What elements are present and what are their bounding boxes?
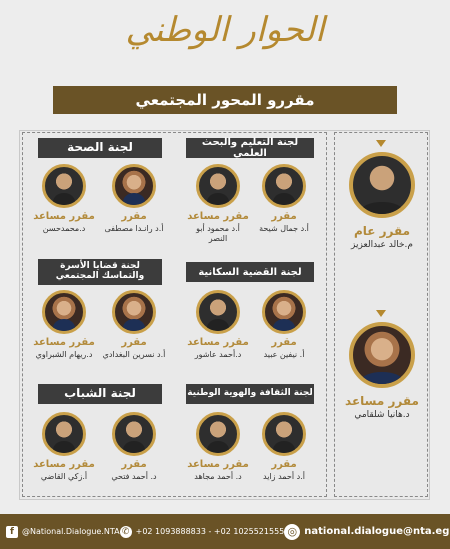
avatar — [262, 412, 306, 456]
member-name: د. أحمد فتحي — [111, 472, 157, 481]
member-card — [186, 164, 250, 243]
member-role: مقرر مساعد — [187, 459, 249, 470]
globe-icon: ◎ — [284, 524, 300, 540]
facebook-handle: @National.Dialogue.NTA — [22, 527, 120, 536]
whatsapp-icon: ✆ — [120, 526, 132, 538]
committee-title: لجنة الصحة — [38, 138, 162, 158]
member-role: مقرر — [121, 211, 147, 222]
member-card — [32, 290, 96, 360]
chief-card — [343, 322, 421, 421]
chief-name: م.خالد عبدالعزيز — [351, 240, 413, 250]
facebook-link[interactable] — [6, 526, 120, 538]
avatar — [42, 290, 86, 334]
member-name: أ.د جمال شيحة — [259, 224, 309, 233]
member-card — [186, 290, 250, 360]
committee-title: لجنة الثقافة والهوية الوطنية — [186, 384, 314, 404]
avatar — [349, 322, 415, 388]
member-role: مقرر مساعد — [187, 337, 249, 348]
member-card — [32, 412, 96, 482]
member-card — [32, 164, 96, 234]
page-title: مقررو المحور المجتمعي — [53, 86, 397, 114]
avatar — [262, 164, 306, 208]
member-card — [186, 412, 250, 482]
member-card — [102, 164, 166, 234]
committee-title: لجنة قضايا الأسرة والتماسك المجتمعي — [38, 259, 162, 285]
arrow-icon — [376, 140, 386, 147]
member-card — [102, 412, 166, 482]
footer-bar — [0, 514, 450, 549]
phone-numbers: +02 1093888833 - +02 1025521555 — [135, 527, 285, 536]
avatar — [349, 152, 415, 218]
chief-name: د.هانيا شلقامي — [354, 410, 410, 420]
avatar — [112, 412, 156, 456]
member-name: أ.د محمود أبو النصر — [196, 224, 240, 243]
email-link[interactable] — [284, 524, 449, 540]
facebook-icon: f — [6, 526, 18, 538]
member-name: أ.د أحمد زايد — [263, 472, 305, 481]
phone-link[interactable] — [120, 526, 285, 538]
avatar — [196, 290, 240, 334]
member-name: د.ريهام الشبراوي — [35, 350, 93, 359]
chief-card — [343, 152, 421, 251]
avatar — [112, 290, 156, 334]
avatar — [196, 164, 240, 208]
member-role: مقرر مساعد — [187, 211, 249, 222]
committee-title: لجنة القضية السكانية — [186, 262, 314, 282]
member-name: د.أحمد عاشور — [194, 350, 242, 359]
chief-role: مقرر مساعد — [345, 394, 419, 408]
member-role: مقرر — [271, 211, 297, 222]
committee-title: لجنة التعليم والبحث العلمي — [186, 138, 314, 158]
email-address: national.dialogue@nta.eg — [304, 526, 450, 537]
member-name: أ.زكي القاضي — [40, 472, 88, 481]
avatar — [112, 164, 156, 208]
avatar — [42, 164, 86, 208]
arrow-icon — [376, 310, 386, 317]
member-role: مقرر مساعد — [33, 459, 95, 470]
committee-title: لجنة الشباب — [38, 384, 162, 404]
avatar — [262, 290, 306, 334]
member-name: د.محمدحسن — [42, 224, 86, 233]
member-name: أ. نيفين عبيد — [263, 350, 305, 359]
member-card — [252, 412, 316, 482]
member-card — [102, 290, 166, 360]
member-name: د. أحمد مجاهد — [194, 472, 242, 481]
member-name: أ.د نسرين البغدادي — [102, 350, 166, 359]
member-role: مقرر — [121, 337, 147, 348]
member-role: مقرر مساعد — [33, 211, 95, 222]
avatar — [42, 412, 86, 456]
member-role: مقرر — [271, 459, 297, 470]
chief-role: مقرر عام — [353, 224, 411, 238]
member-role: مقرر مساعد — [33, 337, 95, 348]
member-card — [252, 164, 316, 234]
avatar — [196, 412, 240, 456]
national-dialogue-logo: الحوار الوطني — [125, 10, 325, 50]
member-card — [252, 290, 316, 360]
member-name: أ.د رانـدا مصطفى — [104, 224, 164, 233]
member-role: مقرر — [121, 459, 147, 470]
member-role: مقرر — [271, 337, 297, 348]
